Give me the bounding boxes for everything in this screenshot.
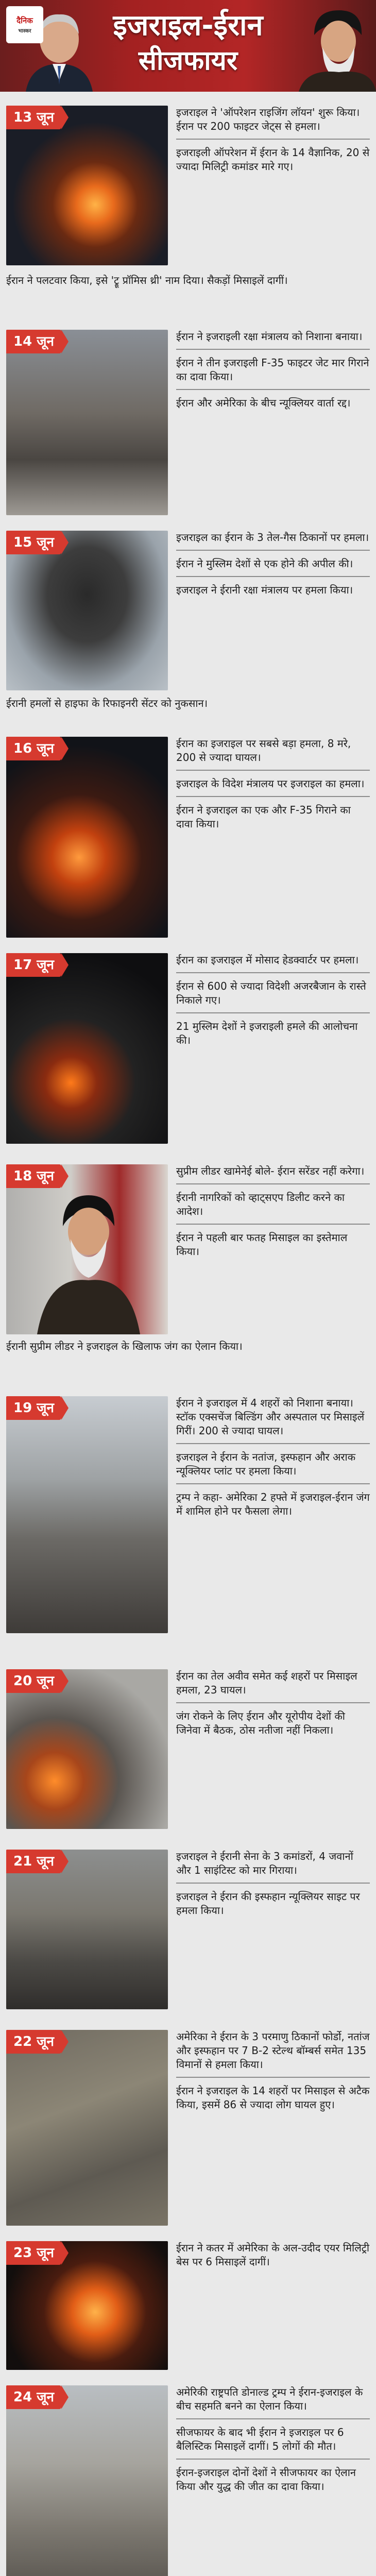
- supreme-leader-photo: [6, 1164, 168, 1334]
- events-list: [176, 531, 370, 608]
- timeline-day-15: [6, 531, 370, 732]
- timeline-day-18: [6, 1164, 370, 1370]
- date-badge: 24 जून: [6, 2385, 61, 2409]
- event-text: ईरान का इजराइल में मोसाद हेडक्वार्टर पर हमला।: [176, 953, 370, 973]
- wide-events: [6, 697, 370, 722]
- timeline-day-13: [6, 106, 370, 327]
- event-text: ईरान-इजराइल दोनों देशों ने सीजफायर का ऐलान किया और युद्ध की जीत का दावा किया।: [176, 2466, 356, 2493]
- event-text: ईरान का इजराइल पर सबसे बड़ा हमला, 8 मरे, 200 से ज्यादा घायल।: [176, 737, 370, 771]
- wide-events: [6, 274, 370, 299]
- date-badge: 23 जून: [6, 2241, 61, 2265]
- night-fire-photo: [6, 953, 168, 1144]
- event-text: ईरान से 600 से ज्यादा विदेशी अजरबैजान के रास्ते निकाले गए।: [176, 979, 370, 1013]
- city-fire-photo: [6, 1669, 168, 1829]
- header-banner: [0, 0, 376, 92]
- timeline-day-22: [6, 2030, 370, 2231]
- fire-building-photo: [6, 737, 168, 938]
- timeline-day-16: [6, 737, 370, 943]
- event-text: ट्रम्प ने कहा- अमेरिका 2 हफ्ते में इजराइल-ईरान जंग में शामिल होने पर फैसला लेगा।: [176, 1491, 370, 1517]
- events-list: [176, 1396, 370, 1530]
- date-badge: 16 जून: [6, 737, 61, 760]
- event-text: सीजफायर के बाद भी ईरान ने इजराइल पर 6 बैलिस्टिक मिसाइलें दागीं। 5 लोगों की मौत।: [176, 2426, 370, 2460]
- date-badge: 21 जून: [6, 1850, 61, 1873]
- page-title: इजराइल-ईरान: [113, 9, 263, 42]
- publisher-logo: [6, 6, 43, 43]
- events-list: [176, 106, 370, 185]
- event-text: इजराइल ने ईरान के नतांज, इस्फहान और अराक न्यूक्लियर प्लांट पर हमला किया।: [176, 1450, 370, 1484]
- event-text: ईरान ने पहली बार फतह मिसाइल का इस्तेमाल किया।: [176, 1231, 348, 1258]
- event-text: ईरान ने इजराइली रक्षा मंत्रालय को निशाना बनाया।: [176, 330, 370, 350]
- event-text: ईरानी नागरिकों को व्हाट्सएप डिलीट करने का आदेश।: [176, 1191, 370, 1225]
- event-text: सुप्रीम लीडर खामेनेई बोले- ईरान सरेंडर नहीं करेगा।: [176, 1164, 370, 1184]
- event-text: अमेरिका ने ईरान के 3 परमाणु ठिकानों फोर्डो, नतांज और इस्फहान पर 7 B-2 स्टेल्थ बॉम्बर्स समेत 135 विमानों से हमला किया।: [176, 2030, 370, 2078]
- event-text: ईरान का तेल अवीव समेत कई शहरों पर मिसाइल हमला, 23 घायल।: [176, 1669, 370, 1703]
- event-text: ईरान ने पलटवार किया, इसे 'ट्रू प्रॉमिस थ्री' नाम दिया। सैकड़ों मिसाइलें दागीं।: [6, 274, 288, 286]
- event-text: इजराइल ने 'ऑपरेशन राइजिंग लॉयन' शुरू किया। ईरान पर 200 फाइटर जेट्स से हमला।: [176, 106, 370, 140]
- date-badge: 19 जून: [6, 1396, 61, 1420]
- date-badge: 13 जून: [6, 106, 61, 129]
- air-base-fire-photo: [6, 2241, 168, 2370]
- timeline-day-14: [6, 330, 370, 520]
- satellite-site-photo: [6, 2030, 168, 2226]
- events-list: [176, 737, 370, 842]
- timeline-day-21: [6, 1850, 370, 2020]
- timeline-day-19: [6, 1396, 370, 1643]
- events-list: [176, 1669, 370, 1749]
- events-list: [176, 1850, 370, 1929]
- date-badge: 22 जून: [6, 2030, 61, 2054]
- event-text: जंग रोकने के लिए ईरान और यूरोपीय देशों की जिनेवा में बैठक, ठोस नतीजा नहीं निकला।: [176, 1710, 345, 1736]
- event-text: ईरानी सुप्रीम लीडर ने इजराइल के खिलाफ जंग का ऐलान किया।: [6, 1340, 243, 1352]
- event-text: इजराइल ने ईरानी रक्षा मंत्रालय पर हमला किया।: [176, 584, 353, 596]
- event-text: ईरान और अमेरिका के बीच न्यूक्लियर वार्ता रद्द।: [176, 397, 351, 409]
- event-text: अमेरिकी राष्ट्रपति डोनाल्ड ट्रम्प ने ईरान-इजराइल के बीच सहमति बनने का ऐलान किया।: [176, 2385, 370, 2419]
- date-badge: 20 जून: [6, 1669, 61, 1693]
- events-list: [176, 2030, 370, 2123]
- page-subtitle: सीजफायर: [138, 45, 238, 76]
- events-list: [176, 2241, 370, 2280]
- event-text: 21 मुस्लिम देशों ने इजराइली हमले की आलोचना की।: [176, 1020, 358, 1046]
- events-list: [176, 330, 370, 421]
- date-badge: 14 जून: [6, 330, 61, 353]
- event-text: ईरानी हमलों से हाइफा के रिफाइनरी सेंटर को नुकसान।: [6, 697, 208, 709]
- date-badge: 18 जून: [6, 1164, 61, 1188]
- event-text: ईरान ने कतर में अमेरिका के अल-उदीद एयर मिलिट्री बेस पर 6 मिसाइलें दागीं।: [176, 2242, 370, 2268]
- event-text: इजराइल ने ईरानी सेना के 3 कमांडरों, 4 जवानों और 1 साइंटिस्ट को मार गिराया।: [176, 1850, 370, 1884]
- events-list: [176, 2385, 370, 2505]
- event-text: इजराइल के विदेश मंत्रालय पर इजराइल का हमला।: [176, 777, 370, 797]
- timeline-day-20: [6, 1669, 370, 1839]
- event-text: ईरान ने इजराइल का एक और F-35 गिराने का दावा किया।: [176, 804, 351, 830]
- rubble-officials-photo: [6, 1850, 168, 2009]
- logo-text-1: दैनिक: [16, 16, 33, 25]
- event-text: ईरान ने इजराइल में 4 शहरों को निशाना बनाया। स्टॉक एक्सचेंज बिल्डिंग और अस्पताल पर मिसाइलें गिरीं। 200 से ज्यादा घायल।: [176, 1396, 370, 1444]
- date-badge: 15 जून: [6, 531, 61, 554]
- event-text: ईरान ने इजराइल के 14 शहरों पर मिसाइल से अटैक किया, इसमें 86 से ज्यादा लोग घायल हुए।: [176, 2084, 370, 2111]
- timeline-day-17: [6, 953, 370, 1157]
- khamenei-portrait: [299, 3, 376, 92]
- timeline-day-24: [6, 2385, 370, 2576]
- events-list: [176, 1164, 370, 1270]
- logo-text-2: भास्कर: [18, 28, 31, 34]
- event-text: इजराइल ने ईरान की इस्फहान न्यूक्लियर साइट पर हमला किया।: [176, 1890, 360, 1917]
- event-text: इजराइली ऑपरेशन में ईरान के 14 वैज्ञानिक, 20 से ज्यादा मिलिट्री कमांडर मारे गए।: [176, 146, 370, 173]
- date-badge: 17 जून: [6, 953, 61, 977]
- event-text: इजराइल का ईरान के 3 तेल-गैस ठिकानों पर हमला।: [176, 531, 370, 551]
- event-text: ईरान ने तीन इजराइली F-35 फाइटर जेट मार गिराने का दावा किया।: [176, 356, 370, 390]
- ruined-building-photo: [6, 330, 168, 515]
- timeline-day-23: [6, 2241, 370, 2380]
- event-text: ईरान ने मुस्लिम देशों से एक होने की अपील की।: [176, 557, 370, 577]
- smoke-plume-photo: [6, 531, 168, 690]
- leader-figure-icon: [6, 1164, 168, 1334]
- collapsed-building-photo: [6, 2385, 168, 2576]
- damaged-buildings-photo: [6, 1396, 168, 1633]
- wide-events: [6, 1340, 370, 1365]
- events-list: [176, 953, 370, 1059]
- explosion-photo: [6, 106, 168, 265]
